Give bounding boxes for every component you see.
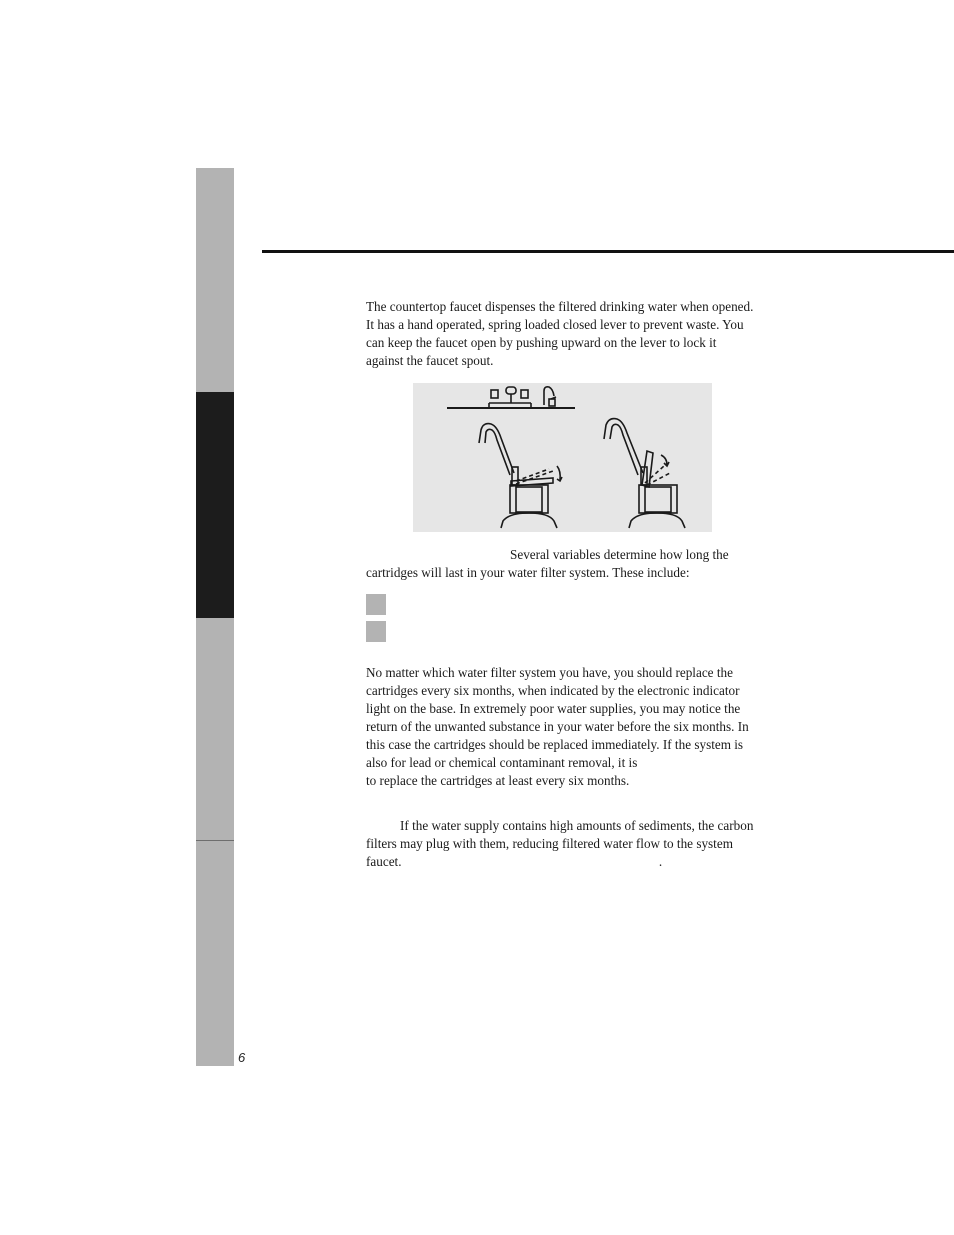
sediment-period: . — [658, 854, 663, 869]
faucet-illustration — [413, 383, 712, 532]
replacement-text-part2: to replace the cartridges at least every six months. — [366, 773, 630, 788]
faucet-diagram-icon — [413, 383, 712, 532]
replacement-paragraph — [366, 664, 756, 790]
side-tab-section-2-active — [196, 392, 234, 618]
side-tab-section-1 — [196, 168, 234, 392]
bullet-marker — [366, 594, 386, 615]
page-number: 6 — [238, 1050, 246, 1065]
faucet-intro-paragraph: The countertop faucet dispenses the filtered drinking water when opened. It has a hand operated, spring loaded closed lever to prevent waste. You can keep the faucet open by pushing upward on the lever to lock it against the faucet spout. — [366, 299, 754, 368]
side-tab-section-3 — [196, 618, 234, 841]
side-tab-section-4 — [196, 841, 234, 1066]
header-rule — [262, 250, 954, 253]
sediment-text: If the water supply contains high amounts of sediments, the carbon filters may plug with them, reducing filtered water flow to the system faucet. — [366, 818, 754, 869]
variables-paragraph — [366, 546, 756, 582]
sediment-paragraph — [366, 817, 756, 871]
bullet-marker — [366, 621, 386, 642]
replacement-text-part1: No matter which water filter system you have, you should replace the cartridges every six months, when indicated by the electronic indicator light on the base. In extremely poor water supplies, you may notice the return of the unwanted substance in your water before the six months. In this case the cartridges should be replaced immediately. If the system is also for lead or chemical contaminant removal, it is — [366, 665, 749, 770]
variables-text: Several variables determine how long the cartridges will last in your water filter system. These include: — [366, 547, 729, 580]
